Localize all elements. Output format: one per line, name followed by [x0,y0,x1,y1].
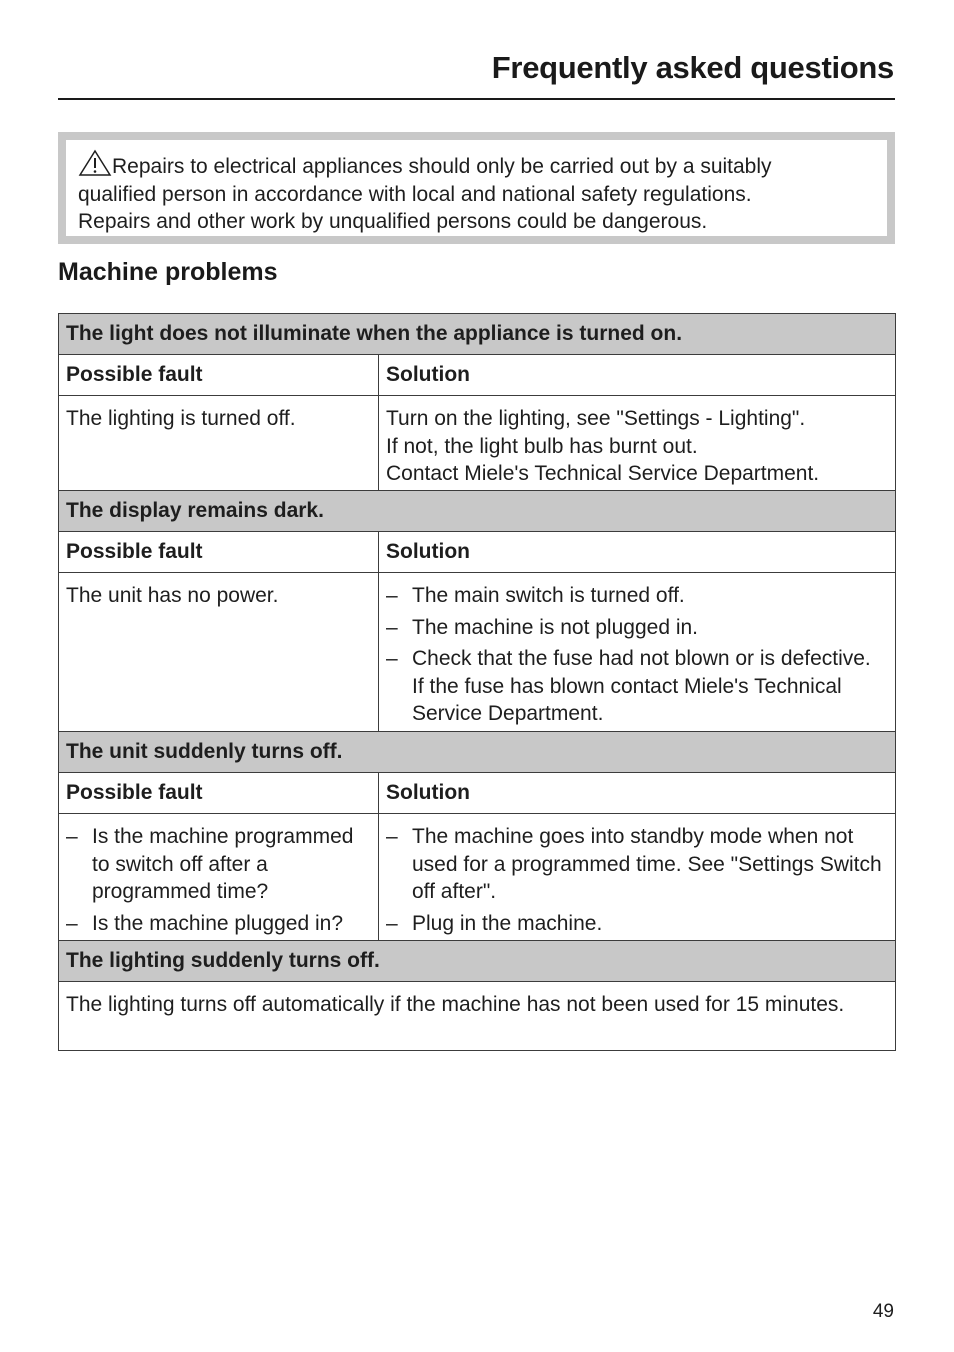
table-row [59,982,896,1051]
solution-line: Turn on the lighting, see "Settings - Lighting". [386,407,806,430]
column-header-solution: Solution [379,355,896,396]
list-item: – Check that the fuse had not blown or is defective. If the fuse has blown contact Miele's Technical Service Department. [386,645,888,728]
page-number: 49 [872,1301,894,1322]
group-title: The light does not illuminate when the appliance is turned on. [59,314,896,355]
table-row [59,396,896,491]
list-item: – The main switch is turned off. [386,582,888,610]
warning-box [58,132,895,244]
group-header-row [59,491,896,532]
table-row [59,814,896,941]
group-title: The unit suddenly turns off. [59,732,896,773]
warning-triangle-icon [78,149,112,177]
column-header-solution: Solution [379,532,896,573]
solution-list [386,823,888,937]
solution-cell [379,573,896,732]
solution-list [386,582,888,728]
warning-text [66,140,887,236]
title-divider [58,98,895,100]
warning-line-1: Repairs to electrical appliances should only be carried out by a suitably [112,155,772,178]
fault-list [66,823,371,937]
list-item: – The machine is not plugged in. [386,614,888,642]
column-header-fault: Possible fault [59,532,379,573]
solution-line: If not, the light bulb has burnt out. [386,434,698,458]
warning-line-2: qualified person in accordance with local and national safety regulations. [78,182,752,206]
group-header-row [59,314,896,355]
column-header-fault: Possible fault [59,355,379,396]
solution-line: Contact Miele's Technical Service Department. [386,462,820,485]
section-heading: Machine problems [58,258,278,286]
column-header-fault: Possible fault [59,773,379,814]
list-item: – The machine goes into standby mode when not used for a programmed time. See "Settings Switch off after". [386,823,888,906]
group-title: The lighting suddenly turns off. [59,941,896,982]
warning-line-3: Repairs and other work by unqualified persons could be dangerous. [78,210,708,233]
column-header-row [59,355,896,396]
solution-cell [379,814,896,941]
list-item: – Is the machine plugged in? [66,910,371,938]
fault-cell: The lighting is turned off. [59,396,379,491]
group-header-row [59,941,896,982]
fault-cell: The unit has no power. [59,573,379,732]
list-item: – Plug in the machine. [386,910,888,938]
page-title: Frequently asked questions [491,50,894,85]
list-item: – Is the machine programmed to switch off after a programmed time? [66,823,371,906]
note-cell: The lighting turns off automatically if the machine has not been used for 15 minutes. [59,982,896,1051]
column-header-solution: Solution [379,773,896,814]
column-header-row [59,773,896,814]
group-header-row [59,732,896,773]
solution-cell [379,396,896,491]
fault-cell [59,814,379,941]
column-header-row [59,532,896,573]
table-row [59,573,896,732]
faq-table [58,313,896,1051]
group-title: The display remains dark. [59,491,896,532]
